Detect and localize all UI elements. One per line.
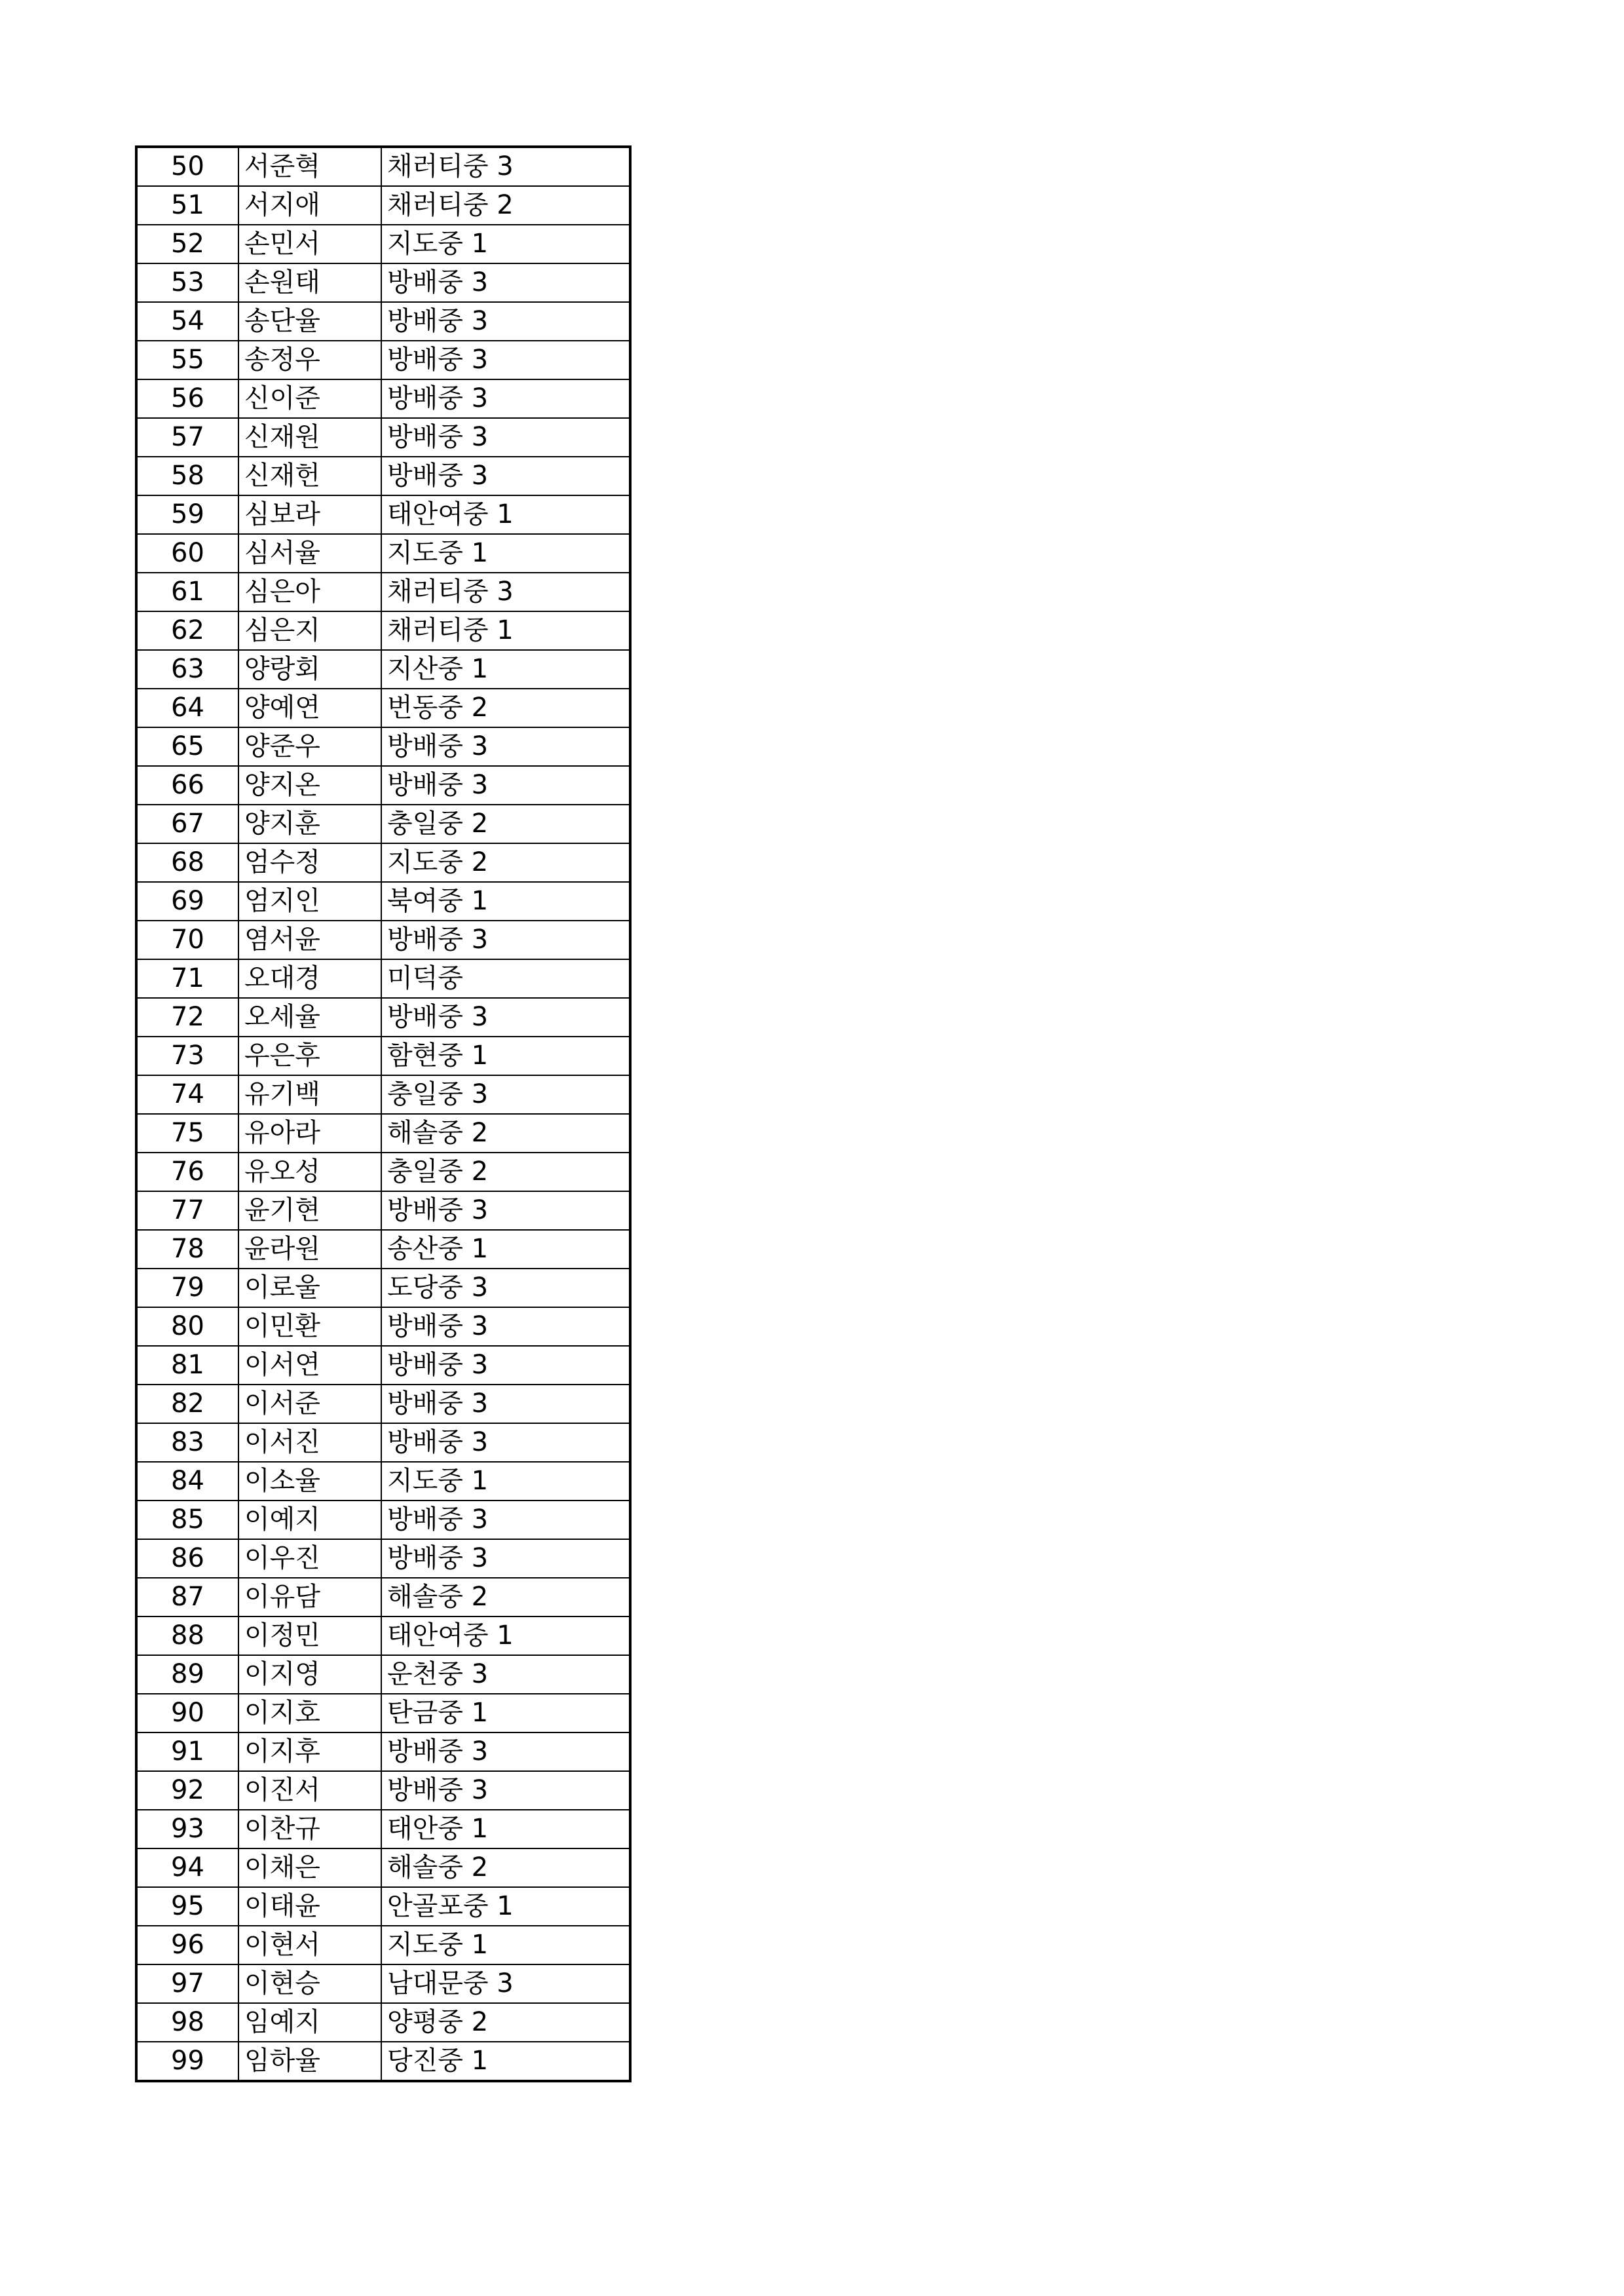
student-name: 신이준 xyxy=(238,379,381,418)
roster-body xyxy=(136,147,630,2081)
row-number: 75 xyxy=(136,1114,238,1153)
row-number: 61 xyxy=(136,573,238,611)
table-row xyxy=(136,1617,630,1655)
table-row xyxy=(136,1385,630,1423)
roster-table xyxy=(135,145,632,2082)
school-grade: 북여중 1 xyxy=(381,882,630,921)
row-number: 86 xyxy=(136,1539,238,1578)
table-row xyxy=(136,1230,630,1269)
row-number: 84 xyxy=(136,1462,238,1501)
student-name: 손원태 xyxy=(238,263,381,302)
row-number: 85 xyxy=(136,1501,238,1539)
row-number: 60 xyxy=(136,534,238,573)
student-name: 이서진 xyxy=(238,1423,381,1462)
school-grade: 도당중 3 xyxy=(381,1269,630,1307)
student-name: 이우진 xyxy=(238,1539,381,1578)
row-number: 65 xyxy=(136,727,238,766)
row-number: 79 xyxy=(136,1269,238,1307)
table-row xyxy=(136,1075,630,1114)
school-grade: 남대문중 3 xyxy=(381,1964,630,2003)
table-row xyxy=(136,379,630,418)
row-number: 62 xyxy=(136,611,238,650)
row-number: 80 xyxy=(136,1307,238,1346)
school-grade: 해솔중 2 xyxy=(381,1848,630,1887)
student-name: 이진서 xyxy=(238,1771,381,1810)
school-grade: 안골포중 1 xyxy=(381,1887,630,1926)
row-number: 87 xyxy=(136,1578,238,1617)
school-grade: 지도중 1 xyxy=(381,1462,630,1501)
school-grade: 방배중 3 xyxy=(381,418,630,457)
row-number: 90 xyxy=(136,1694,238,1732)
student-name: 서준혁 xyxy=(238,147,381,186)
row-number: 92 xyxy=(136,1771,238,1810)
table-row xyxy=(136,302,630,341)
school-grade: 방배중 3 xyxy=(381,998,630,1037)
school-grade: 당진중 1 xyxy=(381,2042,630,2081)
table-row xyxy=(136,147,630,186)
table-row xyxy=(136,263,630,302)
school-grade: 방배중 3 xyxy=(381,1307,630,1346)
student-name: 양랑회 xyxy=(238,650,381,689)
row-number: 81 xyxy=(136,1346,238,1385)
row-number: 63 xyxy=(136,650,238,689)
table-row xyxy=(136,1655,630,1694)
table-row xyxy=(136,2042,630,2081)
row-number: 64 xyxy=(136,689,238,727)
table-row xyxy=(136,1501,630,1539)
table-row xyxy=(136,457,630,495)
table-row xyxy=(136,1191,630,1230)
student-name: 심은지 xyxy=(238,611,381,650)
school-grade: 방배중 3 xyxy=(381,1771,630,1810)
row-number: 94 xyxy=(136,1848,238,1887)
row-number: 89 xyxy=(136,1655,238,1694)
table-row xyxy=(136,689,630,727)
school-grade: 태안여중 1 xyxy=(381,495,630,534)
row-number: 98 xyxy=(136,2003,238,2042)
table-row xyxy=(136,727,630,766)
school-grade: 송산중 1 xyxy=(381,1230,630,1269)
table-row xyxy=(136,1037,630,1075)
table-row xyxy=(136,959,630,998)
student-name: 송단율 xyxy=(238,302,381,341)
school-grade: 양평중 2 xyxy=(381,2003,630,2042)
table-row xyxy=(136,573,630,611)
student-name: 서지애 xyxy=(238,186,381,225)
table-row xyxy=(136,1114,630,1153)
row-number: 67 xyxy=(136,805,238,843)
school-grade: 방배중 3 xyxy=(381,1346,630,1385)
table-row xyxy=(136,1887,630,1926)
school-grade: 방배중 3 xyxy=(381,457,630,495)
student-name: 심은아 xyxy=(238,573,381,611)
school-grade: 탄금중 1 xyxy=(381,1694,630,1732)
student-name: 윤라원 xyxy=(238,1230,381,1269)
school-grade: 함현중 1 xyxy=(381,1037,630,1075)
student-name: 이정민 xyxy=(238,1617,381,1655)
row-number: 88 xyxy=(136,1617,238,1655)
table-row xyxy=(136,650,630,689)
student-name: 윤기현 xyxy=(238,1191,381,1230)
student-name: 송정우 xyxy=(238,341,381,379)
student-name: 엄수정 xyxy=(238,843,381,882)
row-number: 58 xyxy=(136,457,238,495)
school-grade: 방배중 3 xyxy=(381,1423,630,1462)
school-grade: 채러티중 2 xyxy=(381,186,630,225)
row-number: 74 xyxy=(136,1075,238,1114)
row-number: 68 xyxy=(136,843,238,882)
table-row xyxy=(136,1539,630,1578)
table-row xyxy=(136,805,630,843)
student-name: 심보라 xyxy=(238,495,381,534)
row-number: 56 xyxy=(136,379,238,418)
student-name: 신재헌 xyxy=(238,457,381,495)
student-name: 양준우 xyxy=(238,727,381,766)
school-grade: 충일중 2 xyxy=(381,1153,630,1191)
school-grade: 충일중 3 xyxy=(381,1075,630,1114)
row-number: 57 xyxy=(136,418,238,457)
student-name: 유오성 xyxy=(238,1153,381,1191)
table-row xyxy=(136,534,630,573)
school-grade: 미덕중 xyxy=(381,959,630,998)
row-number: 71 xyxy=(136,959,238,998)
row-number: 59 xyxy=(136,495,238,534)
table-row xyxy=(136,1926,630,1964)
student-name: 양예연 xyxy=(238,689,381,727)
row-number: 83 xyxy=(136,1423,238,1462)
school-grade: 방배중 3 xyxy=(381,1501,630,1539)
student-name: 이로울 xyxy=(238,1269,381,1307)
school-grade: 해솔중 2 xyxy=(381,1114,630,1153)
student-name: 양지온 xyxy=(238,766,381,805)
row-number: 52 xyxy=(136,225,238,263)
student-name: 오세율 xyxy=(238,998,381,1037)
row-number: 66 xyxy=(136,766,238,805)
student-name: 이서준 xyxy=(238,1385,381,1423)
table-row xyxy=(136,998,630,1037)
row-number: 54 xyxy=(136,302,238,341)
row-number: 50 xyxy=(136,147,238,186)
table-row xyxy=(136,1810,630,1848)
row-number: 82 xyxy=(136,1385,238,1423)
table-row xyxy=(136,186,630,225)
school-grade: 지도중 1 xyxy=(381,225,630,263)
student-name: 이현서 xyxy=(238,1926,381,1964)
school-grade: 해솔중 2 xyxy=(381,1578,630,1617)
school-grade: 방배중 3 xyxy=(381,302,630,341)
school-grade: 방배중 3 xyxy=(381,727,630,766)
table-row xyxy=(136,921,630,959)
student-name: 이지호 xyxy=(238,1694,381,1732)
row-number: 73 xyxy=(136,1037,238,1075)
school-grade: 채러티중 3 xyxy=(381,147,630,186)
school-grade: 지도중 2 xyxy=(381,843,630,882)
student-name: 우은후 xyxy=(238,1037,381,1075)
student-name: 이민환 xyxy=(238,1307,381,1346)
school-grade: 방배중 3 xyxy=(381,1539,630,1578)
student-name: 손민서 xyxy=(238,225,381,263)
student-name: 엄지인 xyxy=(238,882,381,921)
row-number: 51 xyxy=(136,186,238,225)
student-name: 심서율 xyxy=(238,534,381,573)
table-row xyxy=(136,1423,630,1462)
table-row xyxy=(136,611,630,650)
student-name: 이태윤 xyxy=(238,1887,381,1926)
table-row xyxy=(136,882,630,921)
school-grade: 운천중 3 xyxy=(381,1655,630,1694)
school-grade: 방배중 3 xyxy=(381,1191,630,1230)
row-number: 55 xyxy=(136,341,238,379)
table-row xyxy=(136,418,630,457)
school-grade: 지도중 1 xyxy=(381,1926,630,1964)
table-row xyxy=(136,1578,630,1617)
school-grade: 지산중 1 xyxy=(381,650,630,689)
student-name: 이지후 xyxy=(238,1732,381,1771)
table-row xyxy=(136,1153,630,1191)
student-name: 이지영 xyxy=(238,1655,381,1694)
student-name: 이채은 xyxy=(238,1848,381,1887)
student-name: 임예지 xyxy=(238,2003,381,2042)
school-grade: 태안여중 1 xyxy=(381,1617,630,1655)
row-number: 95 xyxy=(136,1887,238,1926)
student-name: 유아라 xyxy=(238,1114,381,1153)
student-name: 이소율 xyxy=(238,1462,381,1501)
table-row xyxy=(136,1307,630,1346)
student-name: 이서연 xyxy=(238,1346,381,1385)
row-number: 78 xyxy=(136,1230,238,1269)
student-name: 오대경 xyxy=(238,959,381,998)
table-row xyxy=(136,1694,630,1732)
table-row xyxy=(136,1964,630,2003)
school-grade: 지도중 1 xyxy=(381,534,630,573)
table-row xyxy=(136,1462,630,1501)
school-grade: 채러티중 3 xyxy=(381,573,630,611)
table-row xyxy=(136,1346,630,1385)
table-row xyxy=(136,2003,630,2042)
table-row xyxy=(136,766,630,805)
row-number: 93 xyxy=(136,1810,238,1848)
row-number: 72 xyxy=(136,998,238,1037)
table-row xyxy=(136,1269,630,1307)
student-name: 이현승 xyxy=(238,1964,381,2003)
row-number: 77 xyxy=(136,1191,238,1230)
school-grade: 방배중 3 xyxy=(381,1732,630,1771)
row-number: 99 xyxy=(136,2042,238,2081)
table-row xyxy=(136,225,630,263)
table-row xyxy=(136,495,630,534)
row-number: 70 xyxy=(136,921,238,959)
student-name: 염서윤 xyxy=(238,921,381,959)
school-grade: 방배중 3 xyxy=(381,341,630,379)
student-name: 유기백 xyxy=(238,1075,381,1114)
row-number: 91 xyxy=(136,1732,238,1771)
school-grade: 방배중 3 xyxy=(381,379,630,418)
school-grade: 충일중 2 xyxy=(381,805,630,843)
row-number: 97 xyxy=(136,1964,238,2003)
table-row xyxy=(136,341,630,379)
table-row xyxy=(136,1771,630,1810)
school-grade: 방배중 3 xyxy=(381,921,630,959)
school-grade: 방배중 3 xyxy=(381,263,630,302)
school-grade: 방배중 3 xyxy=(381,1385,630,1423)
row-number: 69 xyxy=(136,882,238,921)
table-row xyxy=(136,1848,630,1887)
table-row xyxy=(136,843,630,882)
student-name: 이찬규 xyxy=(238,1810,381,1848)
student-name: 신재원 xyxy=(238,418,381,457)
student-name: 양지훈 xyxy=(238,805,381,843)
school-grade: 방배중 3 xyxy=(381,766,630,805)
table-row xyxy=(136,1732,630,1771)
row-number: 53 xyxy=(136,263,238,302)
school-grade: 채러티중 1 xyxy=(381,611,630,650)
student-name: 이예지 xyxy=(238,1501,381,1539)
student-name: 임하율 xyxy=(238,2042,381,2081)
row-number: 96 xyxy=(136,1926,238,1964)
student-name: 이유담 xyxy=(238,1578,381,1617)
school-grade: 번동중 2 xyxy=(381,689,630,727)
row-number: 76 xyxy=(136,1153,238,1191)
school-grade: 태안중 1 xyxy=(381,1810,630,1848)
